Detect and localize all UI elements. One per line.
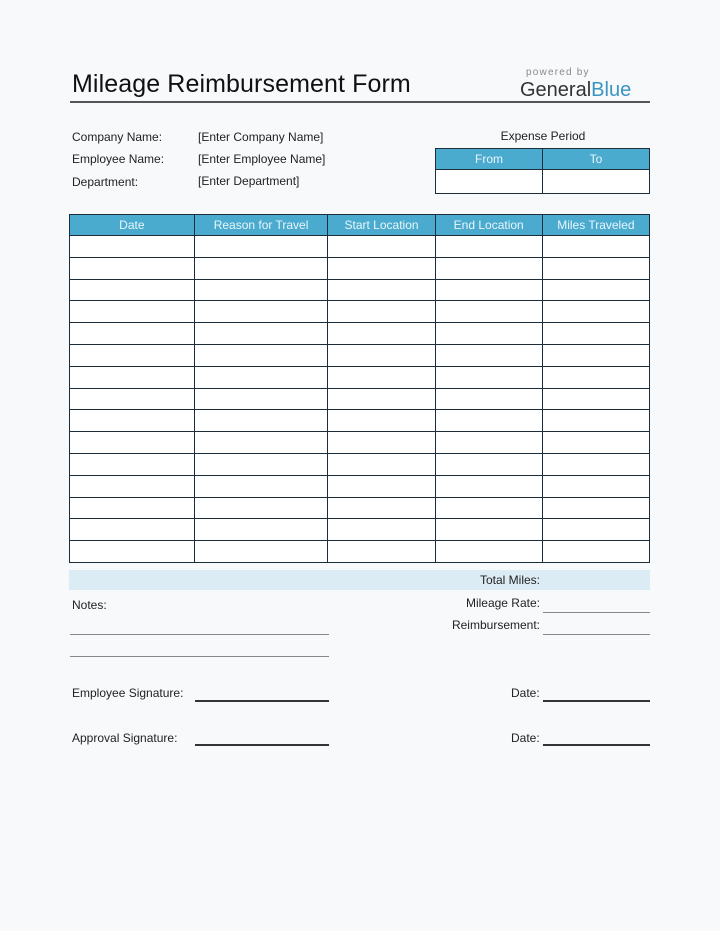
table-cell[interactable] — [542, 410, 649, 432]
table-cell[interactable] — [328, 388, 435, 410]
table-cell[interactable] — [328, 257, 435, 279]
table-cell[interactable] — [435, 453, 542, 475]
table-cell[interactable] — [70, 344, 195, 366]
table-cell[interactable] — [194, 344, 328, 366]
expense-period-caption: Expense Period — [500, 129, 586, 143]
employee-name-label: Employee Name: — [72, 152, 165, 166]
table-row — [70, 279, 650, 301]
table-cell[interactable] — [328, 344, 435, 366]
table-row — [70, 388, 650, 410]
notes-label: Notes: — [72, 598, 107, 612]
table-cell[interactable] — [70, 388, 195, 410]
table-cell[interactable] — [328, 453, 435, 475]
table-cell[interactable] — [542, 344, 649, 366]
table-cell[interactable] — [435, 410, 542, 432]
table-row — [70, 453, 650, 475]
table-cell[interactable] — [194, 541, 328, 563]
approval-signature-label: Approval Signature: — [72, 731, 178, 745]
table-cell[interactable] — [542, 432, 649, 454]
table-cell[interactable] — [542, 257, 649, 279]
reimbursement-label: Reimbursement: — [451, 618, 540, 632]
brand-blue: Blue — [591, 79, 632, 101]
table-cell[interactable] — [435, 301, 542, 323]
notes-line-2[interactable] — [70, 656, 329, 657]
table-cell[interactable] — [70, 366, 195, 388]
table-cell[interactable] — [542, 388, 649, 410]
reimbursement-field[interactable] — [543, 634, 650, 635]
table-cell[interactable] — [435, 323, 542, 345]
employee-date-label: Date: — [511, 686, 540, 700]
table-cell[interactable] — [194, 257, 328, 279]
table-row — [70, 236, 650, 258]
approval-date-label: Date: — [511, 731, 540, 745]
table-cell[interactable] — [328, 301, 435, 323]
table-cell[interactable] — [328, 497, 435, 519]
table-row — [70, 323, 650, 345]
table-row — [70, 344, 650, 366]
table-cell[interactable] — [542, 519, 649, 541]
table-cell[interactable] — [70, 257, 195, 279]
table-cell[interactable] — [435, 541, 542, 563]
table-cell[interactable] — [70, 279, 195, 301]
table-row — [70, 410, 650, 432]
table-cell[interactable] — [435, 236, 542, 258]
total-miles-label: Total Miles: — [479, 573, 540, 587]
table-cell[interactable] — [328, 519, 435, 541]
table-cell[interactable] — [328, 432, 435, 454]
page-title: Mileage Reimbursement Form — [72, 70, 411, 98]
table-cell[interactable] — [435, 497, 542, 519]
table-cell[interactable] — [435, 366, 542, 388]
mileage-log-table — [69, 214, 650, 563]
table-row — [70, 432, 650, 454]
table-cell[interactable] — [194, 301, 328, 323]
table-cell[interactable] — [194, 366, 328, 388]
employee-date-line[interactable] — [543, 700, 650, 702]
total-miles-band — [69, 570, 650, 590]
table-cell[interactable] — [542, 323, 649, 345]
table-cell[interactable] — [70, 453, 195, 475]
table-cell[interactable] — [70, 323, 195, 345]
brand-general: General — [520, 79, 592, 101]
table-cell[interactable] — [194, 497, 328, 519]
approval-date-line[interactable] — [543, 744, 650, 746]
table-cell[interactable] — [328, 236, 435, 258]
col-reason-header: Reason for Travel — [194, 215, 328, 236]
table-cell[interactable] — [328, 475, 435, 497]
table-cell[interactable] — [435, 519, 542, 541]
approval-signature-line[interactable] — [195, 744, 329, 746]
period-from-header: From — [436, 149, 543, 170]
table-cell[interactable] — [435, 344, 542, 366]
table-cell[interactable] — [328, 541, 435, 563]
table-row — [70, 257, 650, 279]
table-cell[interactable] — [194, 410, 328, 432]
table-cell[interactable] — [542, 541, 649, 563]
table-cell[interactable] — [435, 475, 542, 497]
table-cell[interactable] — [328, 366, 435, 388]
table-cell[interactable] — [70, 497, 195, 519]
table-cell[interactable] — [542, 366, 649, 388]
table-cell[interactable] — [435, 257, 542, 279]
table-cell[interactable] — [328, 279, 435, 301]
col-end-header: End Location — [435, 215, 542, 236]
table-cell[interactable] — [328, 323, 435, 345]
powered-by-text: powered by — [526, 67, 590, 78]
table-cell[interactable] — [194, 519, 328, 541]
log-header-row — [70, 215, 650, 236]
table-cell[interactable] — [542, 497, 649, 519]
table-cell[interactable] — [70, 301, 195, 323]
table-row — [70, 475, 650, 497]
period-to-cell[interactable] — [543, 170, 650, 194]
table-cell[interactable] — [194, 475, 328, 497]
table-row — [70, 497, 650, 519]
employee-name-field[interactable]: [Enter Employee Name] — [198, 152, 326, 166]
col-start-header: Start Location — [328, 215, 435, 236]
table-cell[interactable] — [70, 236, 195, 258]
company-name-field[interactable]: [Enter Company Name] — [198, 130, 324, 144]
table-cell[interactable] — [435, 388, 542, 410]
mileage-rate-label: Mileage Rate: — [465, 596, 540, 610]
table-cell[interactable] — [194, 432, 328, 454]
table-row — [70, 366, 650, 388]
table-cell[interactable] — [194, 453, 328, 475]
employee-signature-label: Employee Signature: — [72, 686, 184, 700]
period-from-cell[interactable] — [436, 170, 543, 194]
table-row — [70, 519, 650, 541]
table-cell[interactable] — [542, 301, 649, 323]
notes-line-1[interactable] — [70, 634, 329, 635]
table-cell[interactable] — [328, 410, 435, 432]
table-cell[interactable] — [194, 279, 328, 301]
table-cell[interactable] — [70, 475, 195, 497]
table-cell[interactable] — [435, 432, 542, 454]
table-cell[interactable] — [70, 519, 195, 541]
table-cell[interactable] — [435, 279, 542, 301]
table-cell[interactable] — [70, 432, 195, 454]
department-field[interactable]: [Enter Department] — [198, 174, 300, 188]
table-row — [70, 301, 650, 323]
expense-period-table — [435, 148, 650, 194]
employee-signature-line[interactable] — [195, 700, 329, 702]
table-cell[interactable] — [542, 453, 649, 475]
table-cell[interactable] — [542, 279, 649, 301]
table-cell[interactable] — [542, 236, 649, 258]
table-cell[interactable] — [194, 236, 328, 258]
col-miles-header: Miles Traveled — [542, 215, 649, 236]
table-row — [70, 541, 650, 563]
table-cell[interactable] — [194, 388, 328, 410]
table-cell[interactable] — [70, 410, 195, 432]
brand-logo — [520, 79, 631, 102]
table-cell[interactable] — [70, 541, 195, 563]
period-to-header: To — [543, 149, 650, 170]
company-name-label: Company Name: — [72, 130, 163, 144]
department-label: Department: — [72, 175, 139, 189]
table-cell[interactable] — [542, 475, 649, 497]
mileage-rate-field[interactable] — [543, 612, 650, 613]
table-cell[interactable] — [194, 323, 328, 345]
col-date-header: Date — [70, 215, 195, 236]
